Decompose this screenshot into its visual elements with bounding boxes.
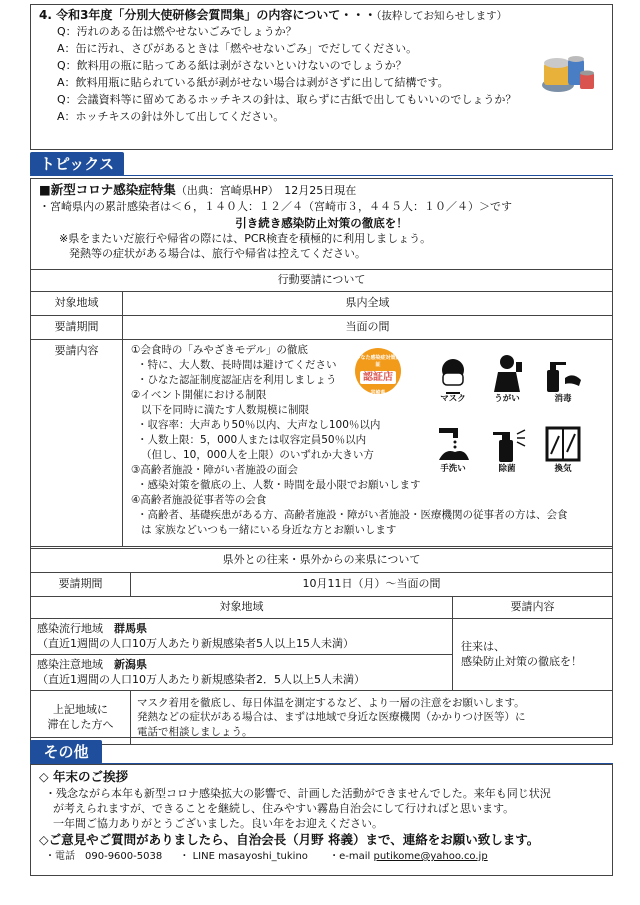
certified-store-badge-icon xyxy=(355,348,401,394)
content-line: ④高齢者施設従事者等の会食 xyxy=(131,494,267,506)
content-line: ①会食時の「みやざきモデル」の徹底 xyxy=(131,344,308,356)
content-line: は 家族などいつも一緒にいる身近な方とお願いします xyxy=(141,524,397,536)
topics-tab: トピックス xyxy=(30,152,124,176)
content-label: 要請内容 xyxy=(31,340,123,547)
other-section xyxy=(30,764,613,876)
area1-type: 感染流行地域 xyxy=(37,621,103,635)
table-header: 行動要請について xyxy=(31,270,613,292)
content-line: ・ひなた認証制度認証店を利用しましょう xyxy=(137,374,337,386)
area1-prefecture: 群馬県 xyxy=(114,621,147,635)
infection-count-line: ・宮崎県内の累計感染者は＜６，１４０人：１２／４（宮崎市３，４４５人：１０／４）＞です xyxy=(39,199,512,213)
greeting-line: 一年間ご協力ありがとうございました。良い年をお迎えください。 xyxy=(53,817,383,830)
area-row-niigata xyxy=(31,655,453,691)
period-value: 当面の間 xyxy=(123,316,613,340)
window-icon xyxy=(543,424,583,464)
content-line: ③高齢者施設・障がい者施設の面会 xyxy=(131,464,298,476)
topics-heading-source: （出典：宮崎県HP） 12月25日現在 xyxy=(175,184,357,197)
ventilate-item xyxy=(541,424,585,475)
handwash-icon xyxy=(433,424,473,464)
area2-prefecture: 新潟県 xyxy=(114,657,147,671)
badge-main-text: 認証店 xyxy=(360,371,396,385)
sanitize-label: 除菌 xyxy=(498,464,516,474)
qa-line: A：ホッチキスの針は外して出してください。 xyxy=(57,110,285,124)
contact-info xyxy=(39,849,604,865)
content-line: 以下を同時に満たす人数規模に制限 xyxy=(141,404,309,416)
action-request-table xyxy=(30,269,613,547)
qa-title xyxy=(39,7,604,23)
content-line: ・高齢者、基礎疾患がある方、高齢者施設・障がい者施設・医療機関の従事者の方は、会食 xyxy=(137,509,568,521)
greeting-line: が考えられますが、できることを継続し、住みやすい霧島自治会にして行ければと思います。 xyxy=(53,802,515,815)
area1-condition: （直近1週間の人口10万人あたり新規感染者5人以上15人未満） xyxy=(37,636,354,650)
cross-period-value: 10月11日（月）～当面の間 xyxy=(131,573,613,597)
col-content-header: 要請内容 xyxy=(453,597,613,619)
area2-type: 感染注意地域 xyxy=(37,657,103,671)
cross-prefecture-table xyxy=(30,548,613,745)
area-value: 県内全域 xyxy=(123,292,613,316)
handwash-label: 手洗い xyxy=(440,464,466,474)
spray-icon xyxy=(487,424,527,464)
col-area-header: 対象地域 xyxy=(31,597,453,619)
content-line: ・特に、大人数、長時間は避けてください xyxy=(137,359,337,371)
qa-title-text: 4. 令和3年度「分別大使研修会質問集」の内容について・・・ xyxy=(39,8,377,22)
email-label: ・e-mail xyxy=(329,851,371,862)
topics-heading xyxy=(39,182,604,199)
badge-sub-text: 宮崎県 xyxy=(370,390,386,396)
gargle-label: うがい xyxy=(494,394,520,404)
emphasis-text: 引き続き感染防止対策の徹底を！ xyxy=(235,215,408,230)
email-link[interactable]: putikome@yahoo.co.jp xyxy=(373,851,488,862)
gargle-icon xyxy=(488,352,526,394)
qa-line: Q：飲料用の瓶に貼ってある紙は剥がさないといけないのでしょうか？ xyxy=(57,59,407,73)
area-label: 対象地域 xyxy=(31,292,123,316)
qa-line: A：飲料用瓶に貼られている紙が剥がせない場合は剥がさずに出して結構です。 xyxy=(57,76,449,90)
content-line: ・人数上限：5，000人または収容定員50％以内 xyxy=(137,434,367,446)
area2-condition: （直近1週間の人口10万人あたり新規感染者2．5人以上5人未満） xyxy=(37,672,365,686)
stay-line: マスク着用を徹底し、毎日体温を測定するなど、より一層の注意をお願いします。 xyxy=(137,697,525,710)
cans-illustration-icon xyxy=(538,45,598,95)
area-row-gunma xyxy=(31,619,453,655)
cross-content-line2: 感染防止対策の徹底を！ xyxy=(461,654,582,668)
stay-content xyxy=(131,691,613,745)
stay-label-line1: 上記地域に xyxy=(53,702,108,716)
mask-label: マスク xyxy=(440,394,466,404)
stay-line: 発熱などの症状がある場合は、まずは地域で身近な医療機関（かかりつけ医等）に xyxy=(137,711,526,724)
handwash-item xyxy=(431,424,475,475)
cross-period-label: 要請期間 xyxy=(31,573,131,597)
sanitize-item xyxy=(485,424,529,475)
topics-section xyxy=(30,178,613,738)
request-content xyxy=(123,340,612,546)
qa-section xyxy=(30,4,613,150)
travel-note: 発熱等の症状がある場合は、旅行や帰省は控えてください。 xyxy=(69,246,366,260)
qa-title-note: （抜粋してお知らせします） xyxy=(376,10,508,22)
mask-item xyxy=(431,356,475,405)
disinfect-item xyxy=(541,356,585,405)
qa-line: A：缶に汚れ、さびがあるときは「燃やせないごみ」でだしてください。 xyxy=(57,42,418,56)
cross-content xyxy=(453,619,613,691)
other-tab: その他 xyxy=(30,740,102,764)
stay-line: 電話で相談しましょう。 xyxy=(137,725,253,738)
mask-icon xyxy=(434,356,472,394)
gargle-item xyxy=(485,352,529,405)
ventilate-label: 換気 xyxy=(554,464,572,474)
content-line: ②イベント開催における制限 xyxy=(131,389,267,401)
cross-content-line1: 往来は、 xyxy=(461,639,505,653)
topics-divider xyxy=(30,175,613,176)
period-label: 要請期間 xyxy=(31,316,123,340)
badge-small-text: ひなた感染症対策認証 xyxy=(355,355,401,368)
qa-line: Q：会議資料等に留めてあるホッチキスの針は、取らずに古紙で出してもいいのでしょうか？ xyxy=(57,93,517,107)
greeting-title: ◇ 年末のご挨拶 xyxy=(39,769,128,784)
qa-line: Q：汚れのある缶は燃やせないごみでしょうか？ xyxy=(57,25,297,39)
phone-number: ・電話 090-9600-5038 xyxy=(45,851,163,862)
content-line: ・感染対策を徹底の上、人数・時間を最小限でお願いします xyxy=(137,479,421,491)
content-line: ・収容率：大声あり50％以内、大声なし100％以内 xyxy=(137,419,381,431)
pcr-note: ※県をまたいだ旅行や帰省の際には、PCR検査を積極的に利用しましょう。 xyxy=(59,231,432,245)
disinfect-label: 消毒 xyxy=(554,394,572,404)
content-line: （但し、10，000人を上限）のいずれか大きい方 xyxy=(141,449,374,461)
line-id: ・ LINE masayoshi_tukino xyxy=(179,851,308,862)
disinfect-icon xyxy=(543,356,583,394)
greeting-line: ・残念ながら本年も新型コロナ感染拡大の影響で、計画した活動ができませんでした。来年も同じ状況 xyxy=(45,787,551,800)
cross-header: 県外との往来・県外からの来県について xyxy=(31,549,613,573)
stay-label xyxy=(31,691,131,745)
stay-label-line2: 滞在した方へ xyxy=(47,717,114,731)
topics-heading-text: ■新型コロナ感染症特集 xyxy=(39,182,176,197)
contact-title: ◇ご意見やご質問がありましたら、自治会長（月野 将義）まで、連絡をお願い致します。 xyxy=(39,832,540,847)
